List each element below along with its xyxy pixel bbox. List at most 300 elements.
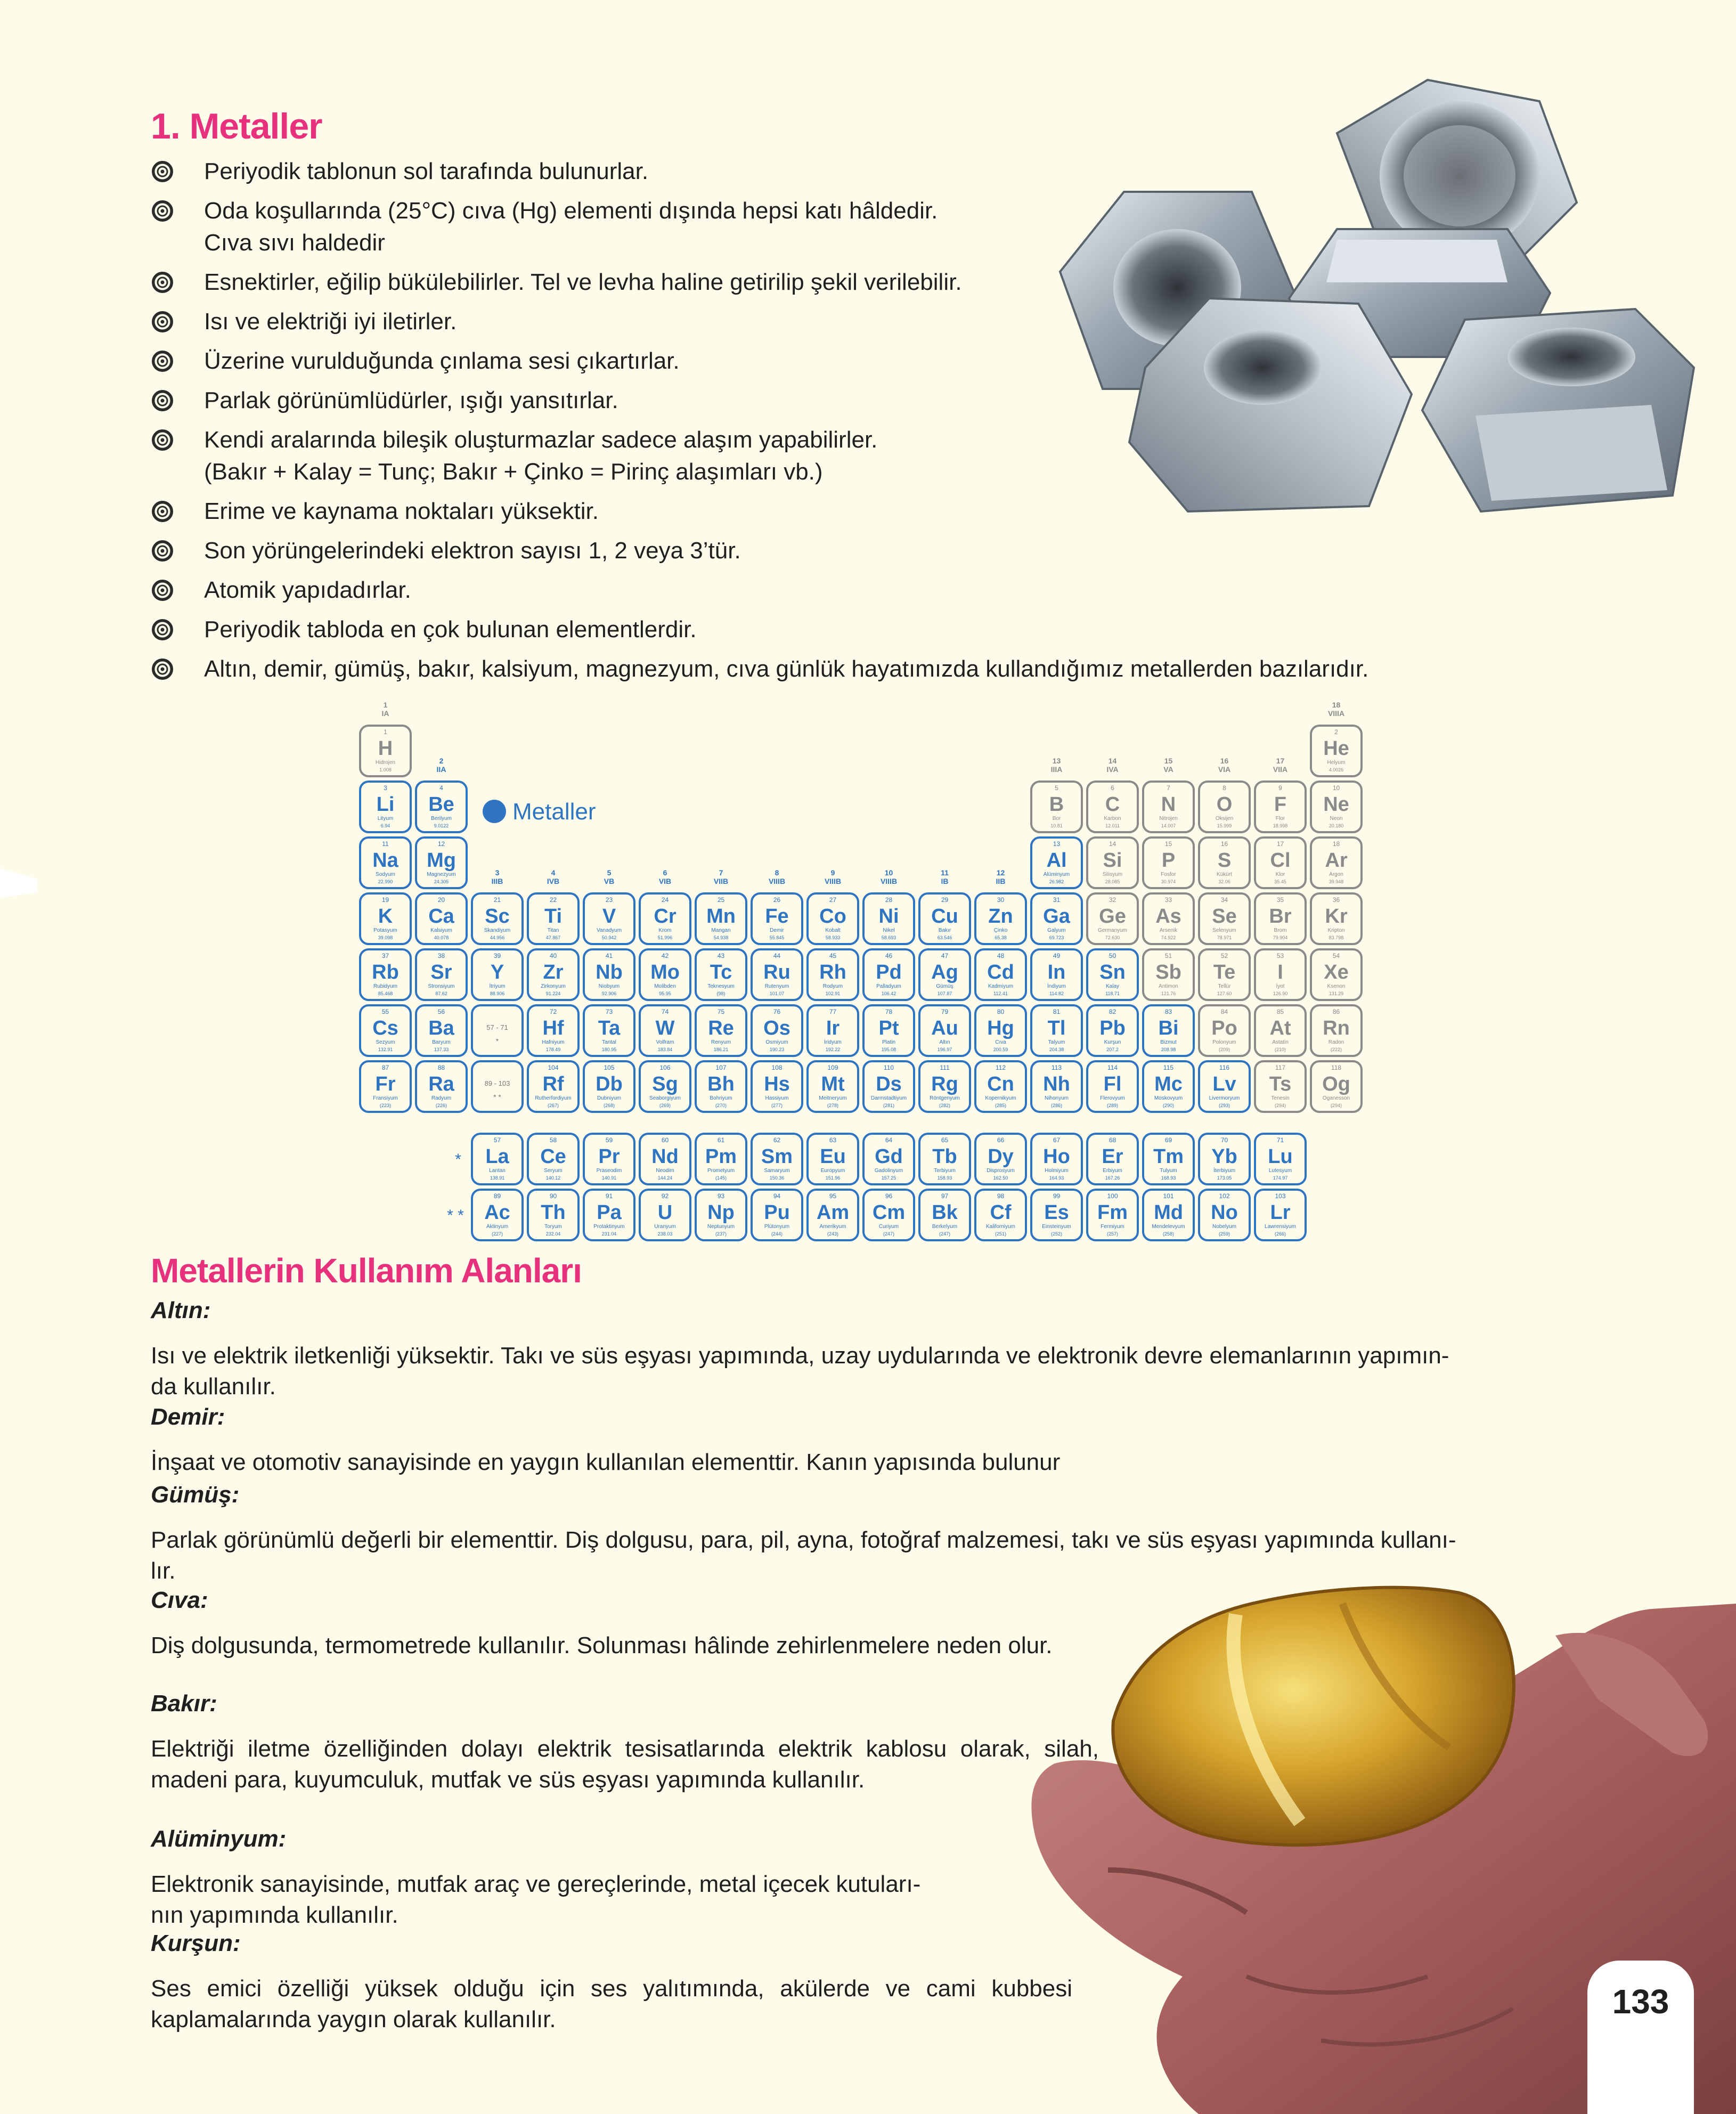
atomic-mass: (270) <box>715 1103 727 1108</box>
atomic-number: 7 <box>1167 784 1170 792</box>
element-name: Nikel <box>883 928 895 933</box>
atomic-number: 29 <box>941 896 949 904</box>
group-number: 13 <box>1052 757 1061 765</box>
element-symbol: H <box>378 737 393 760</box>
element-name: Cıva <box>995 1039 1006 1045</box>
element-name: Titan <box>547 928 559 933</box>
atomic-number: 101 <box>1163 1192 1174 1200</box>
element-symbol: F <box>1274 793 1287 816</box>
element-name: Gümüş <box>936 983 953 989</box>
element-symbol: Hg <box>987 1017 1014 1039</box>
atomic-number: 57 <box>493 1136 501 1144</box>
element-name: Samaryum <box>764 1168 790 1174</box>
element-symbol: Eu <box>820 1145 846 1168</box>
element-symbol: Zr <box>543 961 564 983</box>
atomic-mass: 144.24 <box>657 1175 673 1181</box>
group-label: IIIA <box>1050 765 1063 774</box>
atomic-mass: 118.71 <box>1105 991 1120 996</box>
element-symbol: Mg <box>427 849 456 872</box>
atomic-number: 115 <box>1163 1064 1174 1071</box>
usage-gold: Altın: Isı ve elektrik iletkenliği yüksektir. Takı ve süs eşyası yapımında, uzay uydularında ve elektronik devre elemanlarının yapımın- da kullanılır. <box>151 1297 1449 1400</box>
section-title-usage: Metallerin Kullanım Alanları <box>151 1251 582 1290</box>
atomic-mass: (98) <box>716 991 726 996</box>
atomic-number: 61 <box>717 1136 725 1144</box>
atomic-number: 72 <box>549 1008 557 1015</box>
atomic-number: 28 <box>885 896 893 904</box>
atomic-mass: 186.21 <box>713 1047 729 1052</box>
usage-copper: Bakır: Elektriği iletme özelliğinden dolayı elektrik tesisatlarında elektrik kablosu olarak, silah, madeni para, kuyumculuk, mutfak ve süs eşyası yapımında kullanılır. <box>151 1690 1099 1793</box>
atomic-number: 31 <box>1053 896 1061 904</box>
element-name: Tulyum <box>1160 1168 1177 1174</box>
atomic-mass: 183.84 <box>657 1047 673 1052</box>
atomic-mass: 200.59 <box>993 1047 1008 1052</box>
group-label: VA <box>1163 765 1173 774</box>
atomic-mass: 102.91 <box>825 991 841 996</box>
element-symbol: Ra <box>428 1073 454 1095</box>
element-name: Lityum <box>377 816 394 822</box>
atomic-number: 91 <box>605 1192 613 1200</box>
element-name: Sezyum <box>376 1039 395 1045</box>
atomic-mass: 132.91 <box>378 1047 393 1052</box>
element-name: Kripton <box>1327 928 1345 933</box>
atomic-number: 27 <box>829 896 837 904</box>
element-symbol: Dy <box>988 1145 1014 1168</box>
element-name: Bohriyum <box>710 1095 732 1101</box>
element-symbol: Kr <box>1325 905 1348 928</box>
atomic-number: 93 <box>717 1192 725 1200</box>
element-symbol: N <box>1161 793 1176 816</box>
element-symbol: Ar <box>1325 849 1348 872</box>
atomic-mass: 127.60 <box>1217 991 1232 996</box>
element-symbol: Ne <box>1323 793 1349 816</box>
element-symbol: Cu <box>931 905 958 928</box>
element-symbol: Fr <box>375 1073 396 1095</box>
usage-lead: Kurşun: Ses emici özelliği yüksek olduğu için ses yalıtımında, akülerde ve cami kubbesi kaplamalarında yaygın olarak kullanılır. <box>151 1930 1072 2032</box>
atomic-number: 1 <box>384 728 387 736</box>
atomic-mass: 65.38 <box>995 935 1007 940</box>
atomic-mass: 72.630 <box>1105 935 1120 940</box>
atomic-number: 52 <box>1220 952 1228 960</box>
atomic-number: 18 <box>1332 840 1340 848</box>
element-symbol: Na <box>372 849 398 872</box>
element-name: Flor <box>1275 816 1285 822</box>
element-name: Tenesin <box>1271 1095 1290 1101</box>
element-name: Molibden <box>654 983 676 989</box>
atomic-number: 110 <box>883 1064 894 1071</box>
element-name: Aktinyum <box>486 1224 509 1230</box>
element-name: İridyum <box>824 1039 842 1045</box>
atomic-number: 43 <box>717 952 725 960</box>
atomic-number: 112 <box>995 1064 1006 1071</box>
element-name: Volfram <box>656 1039 674 1045</box>
element-name: Darmstadtiyum <box>870 1095 907 1101</box>
atomic-mass: (268) <box>603 1103 615 1108</box>
element-name: Teknesyum <box>707 983 735 989</box>
element-symbol: Ts <box>1269 1073 1292 1095</box>
atomic-number: 47 <box>941 952 949 960</box>
atomic-number: 58 <box>549 1136 557 1144</box>
atomic-number: 79 <box>941 1008 949 1015</box>
element-name: Tantal <box>602 1039 616 1045</box>
group-number: 18 <box>1332 701 1341 709</box>
element-symbol: Rh <box>819 961 846 983</box>
atomic-number: 54 <box>1332 952 1340 960</box>
element-name: Mendelevyum <box>1152 1224 1185 1230</box>
atomic-number: 8 <box>1222 784 1226 792</box>
atomic-number: 2 <box>1334 728 1338 736</box>
atomic-mass: (247) <box>883 1231 895 1237</box>
element-name: Galyum <box>1047 928 1066 933</box>
atomic-number: 73 <box>605 1008 613 1015</box>
element-name: Radon <box>1328 1039 1344 1045</box>
atomic-number: 30 <box>997 896 1005 904</box>
atomic-mass: 192.22 <box>825 1047 841 1052</box>
usage-iron: Demir: İnşaat ve otomotiv sanayisinde en yaygın kullanılan elementtir. Kanın yapısında bulunur <box>151 1404 1061 1475</box>
atomic-number: 100 <box>1107 1192 1118 1200</box>
element-symbol: V <box>602 905 616 928</box>
atomic-number: 63 <box>829 1136 837 1144</box>
element-symbol: Fm <box>1097 1201 1128 1224</box>
element-name: Selenyum <box>1212 928 1236 933</box>
usage-aluminium: Alüminyum: Elektronik sanayisinde, mutfak araç ve gereçlerinde, metal içecek kutuları- nın yapımında kullanılır. <box>151 1826 921 1928</box>
atomic-mass: 95.95 <box>659 991 671 996</box>
atomic-mass: 54.938 <box>713 935 729 940</box>
atomic-mass: 9.0122 <box>434 823 449 828</box>
atomic-mass: (286) <box>1050 1103 1063 1108</box>
element-name: Ksenon <box>1327 983 1346 989</box>
element-name: Baryum <box>432 1039 451 1045</box>
atomic-mass: 101.07 <box>769 991 785 996</box>
atomic-mass: 83.798 <box>1329 935 1344 940</box>
atomic-mass: 88.906 <box>490 991 505 996</box>
atomic-number: 86 <box>1332 1008 1340 1015</box>
atomic-number: 71 <box>1276 1136 1284 1144</box>
atomic-mass: 51.996 <box>657 935 673 940</box>
element-symbol: Ce <box>540 1145 566 1168</box>
atomic-number: 11 <box>382 840 389 848</box>
atomic-mass: 195.08 <box>881 1047 896 1052</box>
element-symbol: Sm <box>761 1145 793 1168</box>
atomic-number: 39 <box>493 952 501 960</box>
element-name: Kalay <box>1105 983 1120 989</box>
atomic-mass: 44.956 <box>490 935 505 940</box>
atomic-mass: 91.224 <box>545 991 561 996</box>
placeholder-marker: * <box>495 1037 499 1045</box>
atomic-number: 25 <box>717 896 725 904</box>
atomic-number: 56 <box>437 1008 445 1015</box>
atomic-mass: (285) <box>995 1103 1007 1108</box>
atomic-number: 108 <box>771 1064 783 1071</box>
group-number: 14 <box>1108 757 1117 765</box>
element-symbol: He <box>1323 737 1349 760</box>
atomic-mass: (237) <box>715 1231 727 1237</box>
atomic-mass: (282) <box>939 1103 951 1108</box>
atomic-number: 33 <box>1164 896 1172 904</box>
atomic-number: 103 <box>1275 1192 1286 1200</box>
element-name: Vanadyum <box>596 928 622 933</box>
atomic-mass: 28.085 <box>1105 879 1120 884</box>
atomic-mass: 207.2 <box>1106 1047 1119 1052</box>
element-symbol: Ir <box>826 1017 840 1039</box>
atomic-mass: 74.922 <box>1161 935 1176 940</box>
atomic-number: 49 <box>1053 952 1061 960</box>
element-symbol: Ho <box>1043 1145 1070 1168</box>
element-name: Kobalt <box>825 928 841 933</box>
element-symbol: B <box>1049 793 1064 816</box>
atomic-mass: 87.62 <box>435 991 447 996</box>
atomic-mass: (226) <box>435 1103 447 1108</box>
list-item: Altın, demir, gümüş, bakır, kalsiyum, magnezyum, cıva günlük hayatımızda kullandığımız metallerden bazılarıdır. <box>151 653 1546 685</box>
atomic-number: 9 <box>1278 784 1282 792</box>
group-label: IB <box>941 877 949 885</box>
element-name: Argon <box>1329 872 1343 877</box>
element-symbol: Ge <box>1099 905 1126 928</box>
element-name: Çinko <box>993 928 1008 933</box>
element-symbol: Li <box>376 793 395 816</box>
element-name: Holmiyum <box>1045 1168 1069 1174</box>
element-symbol: Pu <box>764 1201 790 1224</box>
element-symbol: As <box>1155 905 1181 928</box>
atomic-number: 78 <box>885 1008 893 1015</box>
atomic-mass: 121.76 <box>1161 991 1176 996</box>
element-name: Kopernikyum <box>985 1095 1016 1101</box>
element-name: Rubidyum <box>373 983 398 989</box>
atomic-mass: 114.82 <box>1049 991 1064 996</box>
atomic-number: 3 <box>384 784 387 792</box>
atomic-number: 107 <box>715 1064 727 1071</box>
group-number: 5 <box>607 868 612 877</box>
element-name: Potasyum <box>373 928 397 933</box>
atomic-mass: 79.904 <box>1273 935 1288 940</box>
atomic-number: 17 <box>1276 840 1284 848</box>
element-symbol: O <box>1216 793 1233 816</box>
element-symbol: Yb <box>1211 1145 1237 1168</box>
atomic-mass: (281) <box>883 1103 895 1108</box>
element-symbol: Tl <box>1047 1017 1066 1039</box>
group-label: VIA <box>1218 765 1231 774</box>
element-name: Demir <box>770 928 784 933</box>
atomic-mass: 55.845 <box>769 935 785 940</box>
actinide-marker: * * <box>447 1207 464 1224</box>
list-item: Üzerine vurulduğunda çınlama sesi çıkartırlar. <box>151 345 1546 377</box>
element-symbol: Y <box>490 961 504 983</box>
atomic-mass: 92.906 <box>601 991 617 996</box>
list-item: Parlak görünümlüdürler, ışığı yansıtırlar. <box>151 385 1546 417</box>
atomic-mass: 231.04 <box>601 1231 617 1237</box>
element-name: Klor <box>1275 872 1285 877</box>
atomic-mass: 150.36 <box>769 1175 785 1181</box>
atomic-mass: 106.42 <box>881 991 896 996</box>
atomic-number: 42 <box>661 952 669 960</box>
group-number: 11 <box>941 868 949 877</box>
element-symbol: Am <box>816 1201 850 1224</box>
legend-label: Metaller <box>512 799 596 825</box>
element-symbol: U <box>657 1201 673 1224</box>
group-number: 10 <box>884 868 893 877</box>
element-name: Fransiyum <box>373 1095 398 1101</box>
atomic-mass: (210) <box>1274 1047 1286 1052</box>
atomic-number: 21 <box>493 896 501 904</box>
element-symbol: Pa <box>597 1201 622 1224</box>
atomic-mass: 180.95 <box>601 1047 617 1052</box>
atomic-number: 45 <box>829 952 837 960</box>
section-title-metaller: 1. Metaller <box>151 106 322 147</box>
atomic-number: 118 <box>1331 1064 1342 1071</box>
atomic-mass: 69.723 <box>1049 935 1064 940</box>
element-name: Lantan <box>489 1168 506 1174</box>
atomic-number: 89 <box>493 1192 501 1200</box>
element-symbol: Pm <box>705 1145 737 1168</box>
element-symbol: I <box>1277 961 1283 983</box>
element-name: Hidrojen <box>375 760 396 766</box>
element-symbol: Nh <box>1043 1073 1070 1095</box>
element-name: Plütonyum <box>764 1224 790 1230</box>
element-name: Meitneryum <box>819 1095 847 1101</box>
element-name: Hafniyum <box>542 1039 565 1045</box>
atomic-mass: (277) <box>771 1103 783 1108</box>
group-label: VB <box>604 877 615 885</box>
element-name: Protaktinyum <box>593 1224 625 1230</box>
element-name: Kadmiyum <box>988 983 1014 989</box>
group-label: IVA <box>1106 765 1119 774</box>
element-name: Germanyum <box>1097 928 1128 933</box>
element-symbol: Ta <box>598 1017 621 1039</box>
placeholder-marker: * * <box>493 1093 501 1101</box>
atomic-number: 53 <box>1276 952 1284 960</box>
element-name: Rodyum <box>822 983 843 989</box>
atomic-mass: 138.91 <box>490 1175 505 1181</box>
element-symbol: Rf <box>542 1073 564 1095</box>
atomic-mass: 78.971 <box>1217 935 1232 940</box>
element-symbol: Ti <box>544 905 563 928</box>
group-label: VIIA <box>1273 765 1288 774</box>
element-symbol: Rb <box>372 961 399 983</box>
element-name: Niobyum <box>598 983 620 989</box>
element-symbol: Re <box>708 1017 734 1039</box>
list-item: Son yörüngelerindeki elektron sayısı 1, 2 veya 3’tür. <box>151 535 1546 567</box>
list-item: Esnektirler, eğilip bükülebilirler. Tel ve levha haline getirilip şekil verilebilir. <box>151 266 1546 298</box>
element-symbol: C <box>1105 793 1120 816</box>
element-name: Gadolinyum <box>874 1168 903 1174</box>
atomic-mass: (267) <box>547 1103 559 1108</box>
element-symbol: Ni <box>878 905 899 928</box>
element-name: Osmiyum <box>765 1039 788 1045</box>
atomic-mass: 22.990 <box>378 879 393 884</box>
atomic-mass: 140.12 <box>545 1175 561 1181</box>
atomic-mass: 26.982 <box>1049 879 1064 884</box>
atomic-mass: 174.97 <box>1273 1175 1288 1181</box>
atomic-mass: 30.974 <box>1161 879 1176 884</box>
atomic-mass: (258) <box>1162 1231 1175 1237</box>
atomic-number: 90 <box>549 1192 557 1200</box>
atomic-number: 51 <box>1164 952 1172 960</box>
group-number: 4 <box>551 868 556 877</box>
element-symbol: La <box>485 1145 509 1168</box>
element-symbol: Au <box>931 1017 958 1039</box>
atomic-number: 24 <box>661 896 669 904</box>
atomic-number: 106 <box>659 1064 671 1071</box>
atomic-mass: (227) <box>491 1231 503 1237</box>
atomic-mass: 140.91 <box>601 1175 617 1181</box>
atomic-mass: 173.05 <box>1217 1175 1232 1181</box>
element-name: Antimon <box>1159 983 1178 989</box>
element-symbol: Mc <box>1154 1073 1183 1095</box>
element-symbol: Rg <box>931 1073 958 1095</box>
atomic-mass: 238.03 <box>657 1231 673 1237</box>
atomic-number: 96 <box>885 1192 893 1200</box>
element-name: Disprosyum <box>987 1168 1015 1174</box>
group-label: VIIB <box>713 877 729 885</box>
atomic-mass: 12.011 <box>1105 823 1120 828</box>
element-symbol: Pd <box>876 961 902 983</box>
atomic-number: 75 <box>717 1008 725 1015</box>
atomic-number: 83 <box>1164 1008 1172 1015</box>
element-name: İtriyum <box>489 983 506 989</box>
atomic-mass: 196.97 <box>937 1047 952 1052</box>
atomic-number: 48 <box>997 952 1005 960</box>
atomic-number: 14 <box>1109 840 1116 848</box>
atomic-number: 35 <box>1276 896 1284 904</box>
element-name: Karbon <box>1104 816 1121 822</box>
element-symbol: Br <box>1269 905 1292 928</box>
element-name: Brom <box>1274 928 1287 933</box>
element-symbol: Hs <box>764 1073 790 1095</box>
atomic-number: 12 <box>437 840 445 848</box>
atomic-number: 41 <box>605 952 613 960</box>
atomic-mass: 162.50 <box>993 1175 1008 1181</box>
atomic-number: 77 <box>829 1008 837 1015</box>
element-name: Alüminyum <box>1043 872 1070 877</box>
atomic-number: 114 <box>1107 1064 1118 1071</box>
atomic-mass: 4.0026 <box>1329 767 1344 773</box>
atomic-mass: 131.29 <box>1329 991 1344 996</box>
element-name: Uranyum <box>654 1224 676 1230</box>
list-item: Kendi aralarında bileşik oluşturmazlar sadece alaşım yapabilirler. (Bakır + Kalay = Tunç; Bakır + Çinko = Pirinç alaşımları vb.) <box>151 424 1546 488</box>
atomic-number: 15 <box>1164 840 1172 848</box>
atomic-mass: 85.468 <box>378 991 393 996</box>
group-label: IIA <box>436 765 446 774</box>
atomic-mass: (243) <box>827 1231 839 1237</box>
atomic-number: 85 <box>1276 1008 1284 1015</box>
element-symbol: Co <box>819 905 846 928</box>
placeholder-range: 57 - 71 <box>486 1023 508 1031</box>
atomic-number: 32 <box>1109 896 1116 904</box>
atomic-number: 76 <box>773 1008 781 1015</box>
atomic-mass: (252) <box>1050 1231 1063 1237</box>
atomic-number: 66 <box>997 1136 1005 1144</box>
element-name: Livermoryum <box>1209 1095 1240 1101</box>
atomic-number: 36 <box>1332 896 1340 904</box>
atomic-number: 4 <box>439 784 443 792</box>
atomic-number: 92 <box>661 1192 669 1200</box>
element-name: Nihonyum <box>1044 1095 1069 1101</box>
element-name: Praseodim <box>596 1168 622 1174</box>
atomic-mass: 35.45 <box>1274 879 1286 884</box>
list-item: Oda koşullarında (25°C) cıva (Hg) elementi dışında hepsi katı hâldedir. Cıva sıvı haldedir <box>151 195 1546 259</box>
atomic-number: 70 <box>1220 1136 1228 1144</box>
group-label: IA <box>381 709 389 718</box>
atomic-mass: 40.078 <box>434 935 449 940</box>
group-number: 16 <box>1220 757 1229 765</box>
group-number: 15 <box>1164 757 1173 765</box>
group-number: 9 <box>830 868 835 877</box>
element-name: Rutherfordiyum <box>535 1095 572 1101</box>
atomic-mass: (244) <box>771 1231 783 1237</box>
atomic-number: 68 <box>1109 1136 1116 1144</box>
element-symbol: Nb <box>596 961 623 983</box>
atomic-number: 10 <box>1332 784 1340 792</box>
element-name: Bizmut <box>1160 1039 1177 1045</box>
